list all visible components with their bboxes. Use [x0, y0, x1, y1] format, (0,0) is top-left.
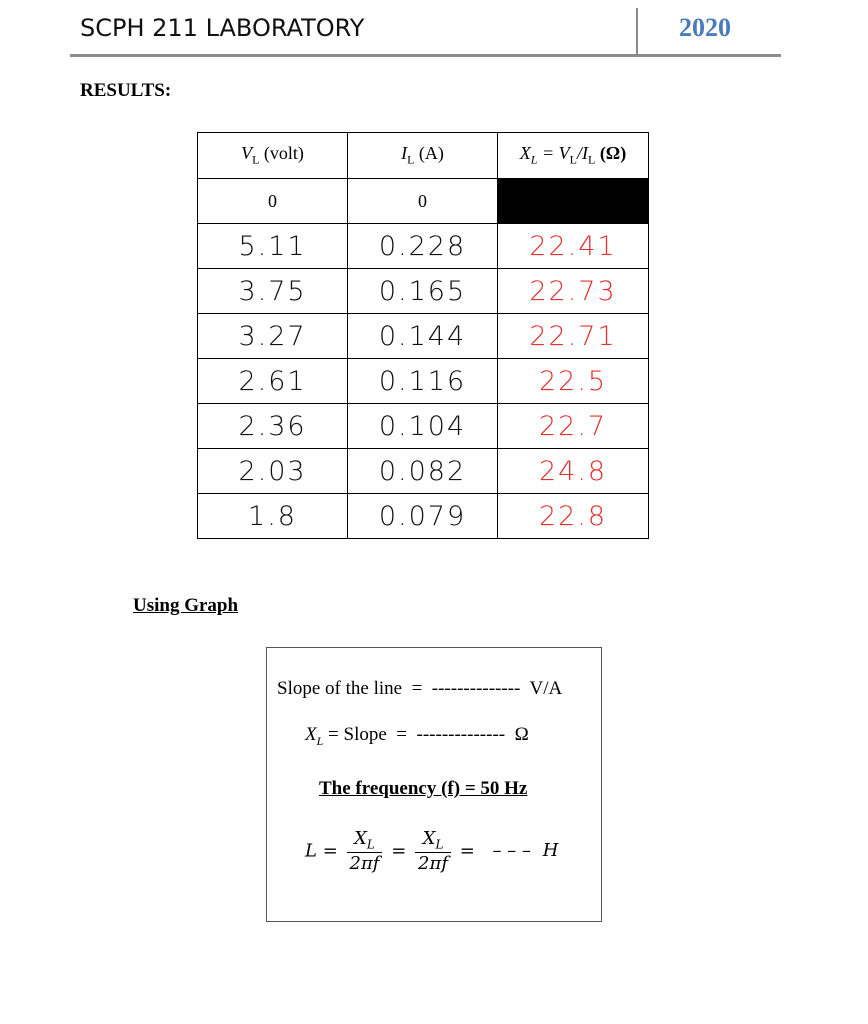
current-cell: 0.165	[348, 269, 498, 314]
table-row	[198, 404, 649, 449]
table-row	[198, 224, 649, 269]
blacked-out-cell	[498, 179, 649, 224]
voltage-cell: 2.61	[198, 359, 348, 404]
frequency-line: The frequency (f) = 50 Hz	[319, 778, 528, 799]
header-divider	[636, 8, 638, 54]
table-row	[198, 359, 649, 404]
header-xl: $X_L = V_L/I_L$ (Ω)	[498, 133, 649, 179]
reactance-cell: 22.7	[498, 404, 649, 449]
table-cell: 0	[348, 179, 498, 224]
table-row	[198, 269, 649, 314]
table-row	[198, 449, 649, 494]
slope-line: Slope of the line = -------------- V/A	[277, 678, 563, 699]
reactance-cell: 22.41	[498, 224, 649, 269]
table-cell: 0	[198, 179, 348, 224]
voltage-cell: 5.11	[198, 224, 348, 269]
table-row	[198, 179, 649, 224]
current-cell: 0.079	[348, 494, 498, 539]
reactance-cell: 22.71	[498, 314, 649, 359]
header-rule	[70, 54, 781, 57]
current-cell: 0.144	[348, 314, 498, 359]
header-vl: $V_L$ (volt)	[198, 133, 348, 179]
table-header-row	[198, 133, 649, 179]
reactance-cell: 22.8	[498, 494, 649, 539]
voltage-cell: 3.27	[198, 314, 348, 359]
current-cell: 0.116	[348, 359, 498, 404]
table-row	[198, 494, 649, 539]
reactance-cell: 24.8	[498, 449, 649, 494]
using-graph-heading: Using Graph	[133, 595, 239, 616]
voltage-cell: 1.8	[198, 494, 348, 539]
header-il: $I_L$ (A)	[348, 133, 498, 179]
document-title: SCPH 211 LABORATORY	[80, 14, 365, 42]
current-cell: 0.104	[348, 404, 498, 449]
table-row	[198, 314, 649, 359]
reactance-cell: 22.5	[498, 359, 649, 404]
results-heading: RESULTS:	[80, 80, 172, 101]
voltage-cell: 2.36	[198, 404, 348, 449]
voltage-cell: 3.75	[198, 269, 348, 314]
inductance-formula: L = $\frac{X_L}{2\pi f}$ = $\frac{X_L}{2\pi f}$ = – – – H	[305, 828, 559, 874]
document-year: 2020	[679, 13, 731, 42]
voltage-cell: 2.03	[198, 449, 348, 494]
graph-calculation-box	[266, 647, 602, 922]
xl-slope-line: $X_L$ = Slope = -------------- Ω	[305, 724, 529, 748]
reactance-cell: 22.73	[498, 269, 649, 314]
current-cell: 0.082	[348, 449, 498, 494]
current-cell: 0.228	[348, 224, 498, 269]
results-table	[197, 132, 649, 539]
